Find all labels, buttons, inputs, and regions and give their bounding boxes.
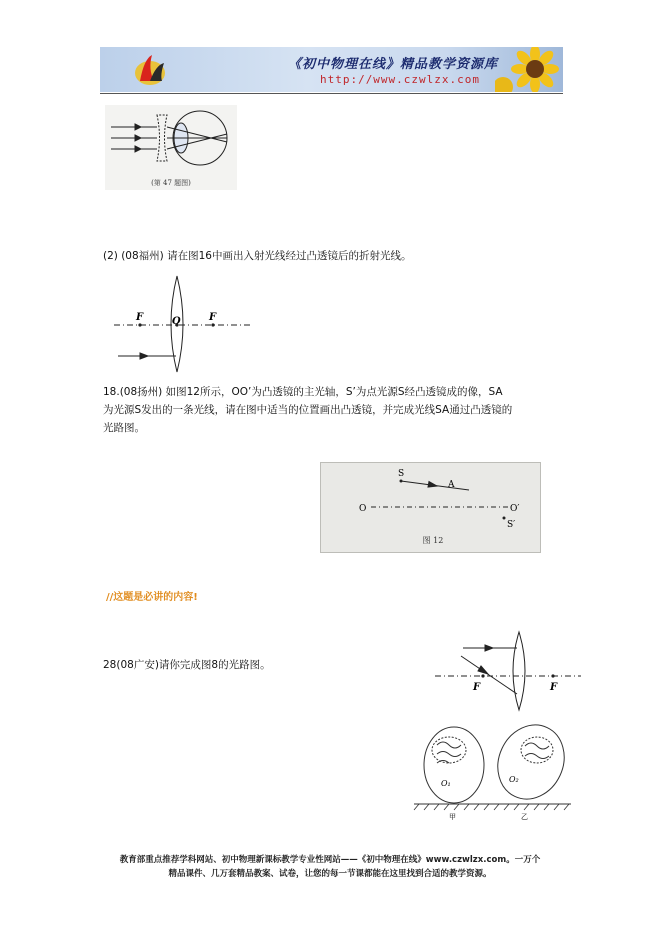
figure-47	[105, 105, 237, 190]
label-f-left: F	[136, 312, 144, 323]
question-18-line-2: 为光源S发出的一条光线，请在图中适当的位置画出凸透镜，并完成光线SA通过凸透镜的	[103, 404, 513, 416]
logo-icon	[130, 51, 170, 89]
question-18-text	[103, 383, 565, 437]
footer-line-2: 精品课件、几万套精品教案、试卷，让您的每一节课都能在这里找到合适的教学资源。	[168, 869, 492, 879]
footer	[90, 853, 570, 881]
eye-diagram	[105, 105, 237, 190]
convex-lens-diagram-16	[112, 274, 252, 374]
label-f-right: F	[550, 682, 558, 693]
question-2-text: (2) (08福州) 请在图16中画出入射光线经过凸透镜后的折射光线。	[103, 250, 412, 262]
label-f-left: F	[473, 682, 481, 693]
label-o-prime: O′	[510, 504, 520, 514]
question-18-line-3: 光路图。	[103, 422, 145, 434]
label-a: A	[448, 480, 455, 490]
label-f-right: F	[209, 312, 217, 323]
label-s: S	[398, 469, 405, 479]
figure-12-caption: 图 12	[422, 536, 444, 545]
figure-47-caption: (第 47 题图)	[151, 179, 191, 187]
label-right-mark: 乙	[521, 813, 528, 821]
figure-eggs	[409, 720, 574, 822]
eggs-diagram	[409, 720, 574, 822]
label-left-mark: 甲	[449, 813, 456, 821]
label-o: O	[172, 316, 181, 327]
emphasis-note: //这题是必讲的内容!	[106, 592, 198, 603]
header-banner	[100, 47, 563, 92]
footer-line-1: 教育部重点推荐学科网站、初中物理新课标教学专业性网站——《初中物理在线》www.czwlzx.com。一万个	[119, 855, 541, 865]
convex-lens-diagram-8	[433, 630, 583, 712]
label-o2: O₂	[509, 775, 519, 784]
header-divider	[100, 93, 563, 94]
axis-diagram-12	[321, 463, 540, 552]
label-o: O	[359, 504, 367, 514]
question-18-line-1: 18.(08扬州) 如图12所示，OO’为凸透镜的主光轴，S’为点光源S经凸透镜成的像，SA	[103, 386, 503, 398]
header-title: 《初中物理在线》精品教学资源库	[287, 57, 498, 72]
figure-16	[112, 274, 252, 374]
figure-8	[433, 630, 583, 712]
label-s-prime: S′	[507, 520, 516, 530]
header-url[interactable]: http://www.czwlzx.com	[319, 73, 481, 86]
question-28-text: 28(08广安)请你完成图8的光路图。	[103, 659, 271, 671]
label-o1: O₁	[441, 779, 451, 788]
figure-12	[320, 462, 541, 553]
